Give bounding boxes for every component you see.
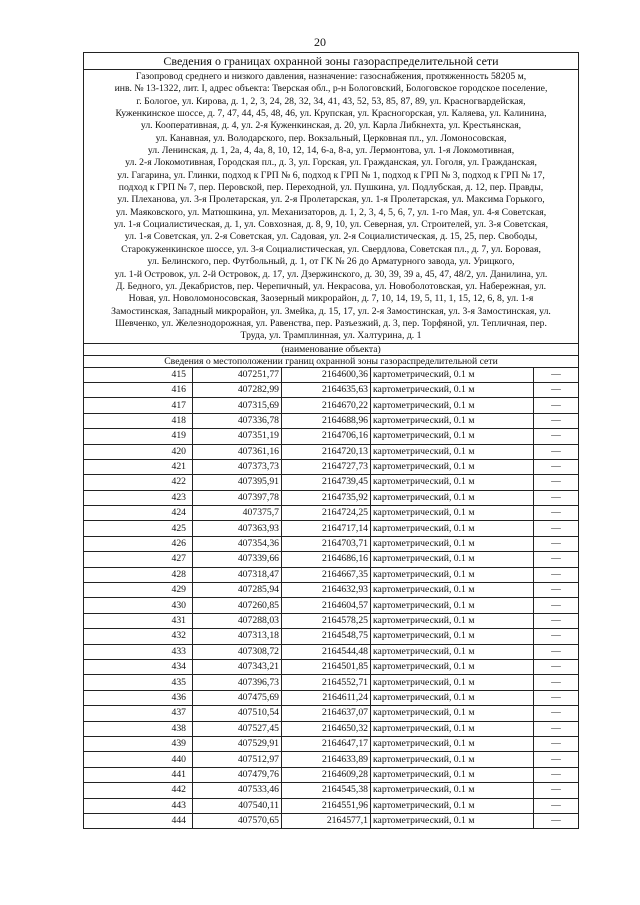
dash-cell: —: [534, 521, 579, 536]
y-coordinate-cell: 2164647,17: [282, 736, 371, 751]
table-row: [84, 659, 578, 674]
x-coordinate-cell: 407540,11: [193, 798, 282, 813]
description-line: Труда, ул. Трамплинная, ул. Халтурина, д. 1: [240, 330, 422, 342]
method-cell: картометрический, 0.1 м: [371, 567, 534, 582]
method-cell: картометрический, 0.1 м: [371, 644, 534, 659]
dash-cell: —: [534, 552, 579, 567]
point-number-cell: 424: [84, 506, 193, 521]
table-row: [84, 368, 578, 383]
point-number-cell: 423: [84, 490, 193, 505]
point-number-cell: 427: [84, 552, 193, 567]
table-row: [84, 813, 578, 828]
x-coordinate-cell: 407375,7: [193, 506, 282, 521]
y-coordinate-cell: 2164551,96: [282, 798, 371, 813]
description-line: ул. 1-я Социалистическая, д. 1, ул. Совхозная, д. 8, 9, 10, ул. Северная, ул. Строителей, ул. 3-я Советская,: [113, 219, 549, 231]
dash-cell: —: [534, 429, 579, 444]
dash-cell: —: [534, 583, 579, 598]
x-coordinate-cell: 407395,91: [193, 475, 282, 490]
table-row: [84, 552, 578, 567]
method-cell: картометрический, 0.1 м: [371, 675, 534, 690]
table-row: [84, 675, 578, 690]
y-coordinate-cell: 2164552,71: [282, 675, 371, 690]
method-cell: картометрический, 0.1 м: [371, 629, 534, 644]
point-number-cell: 442: [84, 783, 193, 798]
method-cell: картометрический, 0.1 м: [371, 413, 534, 428]
x-coordinate-cell: 407475,69: [193, 690, 282, 705]
x-coordinate-cell: 407397,78: [193, 490, 282, 505]
description-line: Куженкинское шоссе, д. 7, 47, 44, 45, 48, 46, ул. Крупская, ул. Красногорская, ул. Каляева, ул. Калинина,: [115, 108, 547, 120]
page-number: 20: [314, 35, 326, 49]
x-coordinate-cell: 407339,66: [193, 552, 282, 567]
method-cell: картометрический, 0.1 м: [371, 398, 534, 413]
y-coordinate-cell: 2164706,16: [282, 429, 371, 444]
dash-cell: —: [534, 629, 579, 644]
x-coordinate-cell: 407373,73: [193, 459, 282, 474]
method-cell: картометрический, 0.1 м: [371, 767, 534, 782]
x-coordinate-cell: 407288,03: [193, 613, 282, 628]
table-row: [84, 644, 578, 659]
description-line: ул. Плеханова, ул. 3-я Пролетарская, ул. 2-я Пролетарская, ул. 1-я Пролетарская, ул. Максима Горького,: [117, 194, 545, 206]
dash-cell: —: [534, 475, 579, 490]
description-line: инв. № 13-1322, лит. I, адрес объекта: Тверская обл., р-н Бологовский, Бологовское городское поселение,: [114, 83, 548, 95]
x-coordinate-cell: 407570,65: [193, 813, 282, 828]
x-coordinate-cell: 407361,16: [193, 444, 282, 459]
table-row: [84, 536, 578, 551]
dash-cell: —: [534, 459, 579, 474]
point-number-cell: 425: [84, 521, 193, 536]
coordinates-table: [84, 368, 578, 829]
y-coordinate-cell: 2164727,73: [282, 459, 371, 474]
dash-cell: —: [534, 598, 579, 613]
x-coordinate-cell: 407512,97: [193, 752, 282, 767]
method-cell: картометрический, 0.1 м: [371, 598, 534, 613]
table-row: [84, 752, 578, 767]
method-cell: картометрический, 0.1 м: [371, 552, 534, 567]
method-cell: картометрический, 0.1 м: [371, 783, 534, 798]
point-number-cell: 417: [84, 398, 193, 413]
point-number-cell: 415: [84, 368, 193, 383]
dash-cell: —: [534, 490, 579, 505]
point-number-cell: 421: [84, 459, 193, 474]
y-coordinate-cell: 2164609,28: [282, 767, 371, 782]
dash-cell: —: [534, 721, 579, 736]
y-coordinate-cell: 2164688,96: [282, 413, 371, 428]
description-line: ул. Маяковского, ул. Матюшкина, ул. Механизаторов, д. 1, 2, 3, 4, 5, 6, 7, ул. 1-го Мая, ул. 4-я Советская,: [115, 206, 547, 218]
y-coordinate-cell: 2164545,38: [282, 783, 371, 798]
table-row: [84, 444, 578, 459]
section-title: Сведения о границах охранной зоны газораспределительной сети: [84, 53, 578, 70]
table-row: [84, 598, 578, 613]
x-coordinate-cell: 407343,21: [193, 659, 282, 674]
point-number-cell: 431: [84, 613, 193, 628]
point-number-cell: 441: [84, 767, 193, 782]
table-row: [84, 767, 578, 782]
point-number-cell: 430: [84, 598, 193, 613]
x-coordinate-cell: 407351,19: [193, 429, 282, 444]
point-number-cell: 443: [84, 798, 193, 813]
table-row: [84, 413, 578, 428]
point-number-cell: 432: [84, 629, 193, 644]
table-row: [84, 706, 578, 721]
point-number-cell: 440: [84, 752, 193, 767]
description-line: подход к ГРП № 7, пер. Перовской, пер. Переходной, ул. Пушкина, ул. Подлубская, д. 12, пер. Правды,: [118, 182, 544, 194]
y-coordinate-cell: 2164650,32: [282, 721, 371, 736]
y-coordinate-cell: 2164724,25: [282, 506, 371, 521]
y-coordinate-cell: 2164577,1: [282, 813, 371, 828]
method-cell: картометрический, 0.1 м: [371, 706, 534, 721]
method-cell: картометрический, 0.1 м: [371, 475, 534, 490]
dash-cell: —: [534, 813, 579, 828]
table-row: [84, 629, 578, 644]
method-cell: картометрический, 0.1 м: [371, 506, 534, 521]
dash-cell: —: [534, 798, 579, 813]
point-number-cell: 438: [84, 721, 193, 736]
description-line: Д. Бедного, ул. Декабристов, пер. Черепичный, ул. Некрасова, ул. Новоболотовская, ул. Набережная, ул.: [115, 280, 547, 292]
method-cell: картометрический, 0.1 м: [371, 521, 534, 536]
point-number-cell: 436: [84, 690, 193, 705]
description-line: Новая, ул. Новоломоносовская, Заозерный микрорайон, д. 7, 10, 14, 19, 5, 11, 1, 15, 12, 6, 8, ул. 1-я: [128, 293, 534, 305]
point-number-cell: 426: [84, 536, 193, 551]
point-number-cell: 422: [84, 475, 193, 490]
dash-cell: —: [534, 613, 579, 628]
method-cell: картометрический, 0.1 м: [371, 382, 534, 397]
x-coordinate-cell: 407336,78: [193, 413, 282, 428]
table-row: [84, 490, 578, 505]
y-coordinate-cell: 2164611,24: [282, 690, 371, 705]
y-coordinate-cell: 2164632,93: [282, 583, 371, 598]
point-number-cell: 416: [84, 382, 193, 397]
method-cell: картометрический, 0.1 м: [371, 368, 534, 383]
method-cell: картометрический, 0.1 м: [371, 659, 534, 674]
table-row: [84, 736, 578, 751]
method-cell: картометрический, 0.1 м: [371, 459, 534, 474]
table-row: [84, 521, 578, 536]
y-coordinate-cell: 2164720,13: [282, 444, 371, 459]
table-row: [84, 382, 578, 397]
method-cell: картометрический, 0.1 м: [371, 813, 534, 828]
dash-cell: —: [534, 398, 579, 413]
point-number-cell: 419: [84, 429, 193, 444]
x-coordinate-cell: 407396,73: [193, 675, 282, 690]
method-cell: картометрический, 0.1 м: [371, 583, 534, 598]
location-subtitle: Сведения о местоположении границ охранной зоны газораспределительной сети: [84, 356, 578, 368]
dash-cell: —: [534, 752, 579, 767]
dash-cell: —: [534, 659, 579, 674]
x-coordinate-cell: 407318,47: [193, 567, 282, 582]
point-number-cell: 420: [84, 444, 193, 459]
description-line: ул. Белинского, пер. Футбольный, д. 1, от ГК № 26 до Арматурного завода, ул. Урицкого,: [147, 256, 515, 268]
x-coordinate-cell: 407533,46: [193, 783, 282, 798]
method-cell: картометрический, 0.1 м: [371, 690, 534, 705]
dash-cell: —: [534, 675, 579, 690]
method-cell: картометрический, 0.1 м: [371, 536, 534, 551]
x-coordinate-cell: 407510,54: [193, 706, 282, 721]
x-coordinate-cell: 407527,45: [193, 721, 282, 736]
dash-cell: —: [534, 368, 579, 383]
x-coordinate-cell: 407313,18: [193, 629, 282, 644]
description-line: ул. Канавная, ул. Володарского, пер. Вокзальный, Церковная пл., ул. Ломоносовская,: [155, 132, 507, 144]
description-line: ул. 1-я Советская, ул. 2-я Советская, ул. Садовая, ул. 2-я Социалистическая, д. 15, 25, пер. Свободы,: [124, 231, 538, 243]
dash-cell: —: [534, 567, 579, 582]
method-cell: картометрический, 0.1 м: [371, 798, 534, 813]
description-line: ул. Кооперативная, д. 4, ул. 2-я Куженкинская, д. 20, ул. Карла Либкнехта, ул. Крестьянская,: [140, 120, 522, 132]
table-row: [84, 690, 578, 705]
y-coordinate-cell: 2164578,25: [282, 613, 371, 628]
y-coordinate-cell: 2164604,57: [282, 598, 371, 613]
point-number-cell: 437: [84, 706, 193, 721]
x-coordinate-cell: 407529,91: [193, 736, 282, 751]
method-cell: картометрический, 0.1 м: [371, 490, 534, 505]
table-row: [84, 798, 578, 813]
y-coordinate-cell: 2164717,14: [282, 521, 371, 536]
x-coordinate-cell: 407363,93: [193, 521, 282, 536]
y-coordinate-cell: 2164667,35: [282, 567, 371, 582]
y-coordinate-cell: 2164735,92: [282, 490, 371, 505]
y-coordinate-cell: 2164635,63: [282, 382, 371, 397]
y-coordinate-cell: 2164637,07: [282, 706, 371, 721]
dash-cell: —: [534, 690, 579, 705]
table-row: [84, 475, 578, 490]
dash-cell: —: [534, 736, 579, 751]
y-coordinate-cell: 2164544,48: [282, 644, 371, 659]
dash-cell: —: [534, 506, 579, 521]
x-coordinate-cell: 407282,99: [193, 382, 282, 397]
description-line: Старокуженкинское шоссе, ул. 3-я Социалистическая, ул. Свердлова, Советская пл., д. 7, ул. Боровая,: [121, 243, 541, 255]
y-coordinate-cell: 2164501,85: [282, 659, 371, 674]
object-description: [84, 70, 578, 344]
dash-cell: —: [534, 644, 579, 659]
x-coordinate-cell: 407285,94: [193, 583, 282, 598]
description-line: Газопровод среднего и низкого давления, назначение: газоснабжения, протяженность 58205 м,: [135, 71, 527, 82]
table-row: [84, 783, 578, 798]
dash-cell: —: [534, 783, 579, 798]
table-row: [84, 567, 578, 582]
description-line: ул. 2-я Локомотивная, Городская пл., д. 3, ул. Горская, ул. Гражданская, ул. Гоголя, ул. Гражданская,: [125, 157, 537, 169]
description-line: г. Бологое, ул. Кирова, д. 1, 2, 3, 24, 28, 32, 34, 41, 43, 52, 53, 85, 87, 89, ул. Красногвардейская,: [136, 95, 526, 107]
x-coordinate-cell: 407251,77: [193, 368, 282, 383]
method-cell: картометрический, 0.1 м: [371, 721, 534, 736]
method-cell: картометрический, 0.1 м: [371, 429, 534, 444]
object-name-label: (наименование объекта): [84, 344, 578, 356]
dash-cell: —: [534, 413, 579, 428]
y-coordinate-cell: 2164739,45: [282, 475, 371, 490]
y-coordinate-cell: 2164548,75: [282, 629, 371, 644]
x-coordinate-cell: 407308,72: [193, 644, 282, 659]
method-cell: картометрический, 0.1 м: [371, 752, 534, 767]
y-coordinate-cell: 2164633,89: [282, 752, 371, 767]
point-number-cell: 433: [84, 644, 193, 659]
dash-cell: —: [534, 382, 579, 397]
dash-cell: —: [534, 536, 579, 551]
dash-cell: —: [534, 706, 579, 721]
method-cell: картометрический, 0.1 м: [371, 613, 534, 628]
y-coordinate-cell: 2164686,16: [282, 552, 371, 567]
point-number-cell: 418: [84, 413, 193, 428]
table-row: [84, 613, 578, 628]
point-number-cell: 434: [84, 659, 193, 674]
method-cell: картометрический, 0.1 м: [371, 444, 534, 459]
dash-cell: —: [534, 767, 579, 782]
x-coordinate-cell: 407479,76: [193, 767, 282, 782]
y-coordinate-cell: 2164670,22: [282, 398, 371, 413]
table-row: [84, 506, 578, 521]
point-number-cell: 439: [84, 736, 193, 751]
table-row: [84, 429, 578, 444]
description-line: ул. 1-й Островок, ул. 2-й Островок, д. 17, ул. Дзержинского, д. 30, 39, 39 а, 45, 47, 48/2, ул. Данилина, ул.: [114, 268, 548, 280]
description-line: ул. Ленинская, д. 1, 2а, 4, 4а, 8, 10, 12, 14, 6-а, 8-а, ул. Лермонтова, ул. 1-я Локомотивная,: [147, 145, 515, 157]
table-row: [84, 721, 578, 736]
description-line: Шевченко, ул. Железнодорожная, ул. Равенства, пер. Разъезжий, д. 3, пер. Торфяной, ул. Тепличная, пер.: [115, 317, 547, 329]
point-number-cell: 444: [84, 813, 193, 828]
x-coordinate-cell: 407354,36: [193, 536, 282, 551]
y-coordinate-cell: 2164703,71: [282, 536, 371, 551]
description-line: ул. Гагарина, ул. Глинки, подход к ГРП № 6, подход к ГРП № 1, подход к ГРП № 3, подход к ГРП № 17,: [117, 169, 545, 181]
table-row: [84, 398, 578, 413]
description-line: Замостинская, Западный микрорайон, ул. Змейка, д. 15, 17, ул. 2-я Замостинская, ул. 3-я Замостинская, ул.: [111, 305, 551, 317]
dash-cell: —: [534, 444, 579, 459]
document-frame: [83, 52, 579, 829]
table-row: [84, 459, 578, 474]
method-cell: картометрический, 0.1 м: [371, 736, 534, 751]
table-row: [84, 583, 578, 598]
point-number-cell: 429: [84, 583, 193, 598]
y-coordinate-cell: 2164600,36: [282, 368, 371, 383]
point-number-cell: 435: [84, 675, 193, 690]
point-number-cell: 428: [84, 567, 193, 582]
x-coordinate-cell: 407260,85: [193, 598, 282, 613]
x-coordinate-cell: 407315,69: [193, 398, 282, 413]
